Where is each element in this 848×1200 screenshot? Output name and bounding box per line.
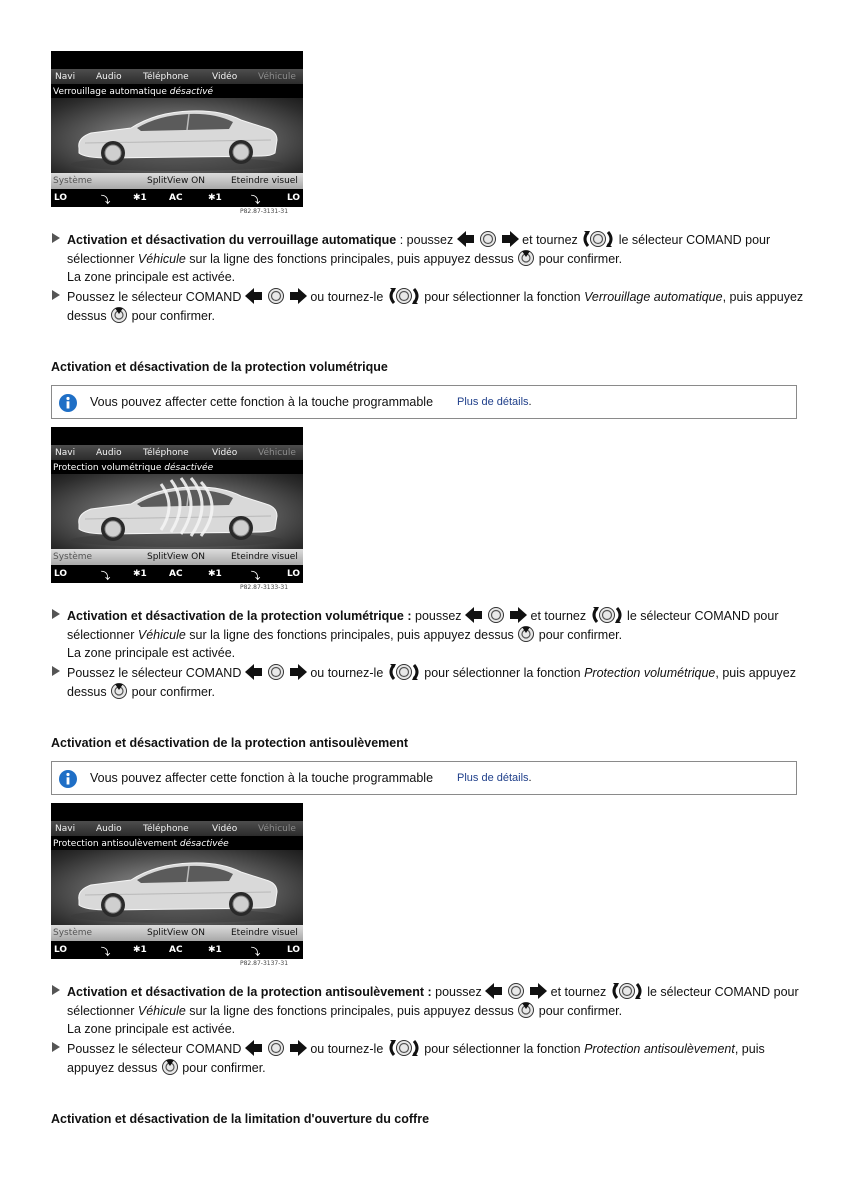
turn-controller-icon [387, 1039, 421, 1057]
section-heading: Activation et désactivation de la protection antisoulèvement [51, 736, 409, 750]
status-label: Protection volumétrique [53, 463, 162, 473]
menu-item-video: Vidéo [212, 823, 238, 834]
vehicle-image [51, 474, 303, 549]
bullet-arrow-icon [52, 233, 60, 243]
menu-item-video: Vidéo [212, 71, 238, 82]
instruction-bullet: Poussez le sélecteur COMAND ou tournez-le pour sélectionner la fonction Verrouillage automatique, puis appuyez dessus pour confirmer. [52, 287, 812, 325]
status-value: désactivée [179, 839, 229, 849]
image-reference: P82.87-3137-31 [240, 960, 289, 967]
info-box: Vous pouvez affecter cette fonction à la touche programmable Plus de détails. [51, 385, 797, 419]
climate-lo-right: LO [287, 569, 301, 579]
bottom-eteindre: Eteindre visuel [231, 176, 298, 186]
menu-item-telephone: Téléphone [143, 71, 189, 82]
car-illustration [51, 98, 303, 173]
climate-lo-left: LO [54, 945, 68, 955]
bottom-splitview: SplitView ON [147, 552, 205, 562]
push-controller-icon [485, 982, 547, 1000]
turn-controller-icon [387, 287, 421, 305]
menu-item-navi: Navi [55, 447, 76, 458]
seat-vent-icon: ⤵ [251, 948, 261, 958]
climate-lo-right: LO [287, 945, 301, 955]
status-value: désactivé [169, 87, 214, 97]
instruction-bold: Activation et désactivation de la protection volumétrique : [67, 609, 412, 623]
climate-ac: AC [169, 569, 183, 579]
info-box: Vous pouvez affecter cette fonction à la touche programmable Plus de détails. [51, 761, 797, 795]
seat-vent-icon: ⤵ [251, 196, 261, 206]
climate-fan-right: ✱1 [208, 193, 222, 203]
info-text: Vous pouvez affecter cette fonction à la touche programmable [90, 771, 434, 785]
car-illustration [51, 474, 303, 549]
comand-screen-anti-tow [51, 803, 303, 959]
climate-fan-left: ✱1 [133, 193, 147, 203]
turn-controller-icon [590, 606, 624, 624]
bottom-splitview: SplitView ON [147, 928, 205, 938]
instruction-bullet: Activation et désactivation de la protection antisoulèvement : poussez et tournez le sélecteur COMAND pour sélectionner Véhicule sur la ligne des fonctions principales, puis appuyez dessus pour confirmer. La zone principale est activée. [52, 982, 812, 1038]
status-label: Protection antisoulèvement [53, 839, 177, 849]
turn-controller-icon [387, 663, 421, 681]
screen-bottom-bar [51, 925, 303, 941]
bottom-splitview: SplitView ON [147, 176, 205, 186]
climate-fan-right: ✱1 [208, 945, 222, 955]
menu-item-telephone: Téléphone [143, 447, 189, 458]
turn-controller-icon [581, 230, 615, 248]
instruction-bullet: Activation et désactivation de la protection volumétrique : poussez et tournez le sélecteur COMAND pour sélectionner Véhicule sur la ligne des fonctions principales, puis appuyez dessus pour confirmer. La zone principale est activée. [52, 606, 812, 662]
info-text: Vous pouvez affecter cette fonction à la touche programmable [90, 395, 434, 409]
instruction-bold: Activation et désactivation de la protection antisoulèvement : [67, 985, 432, 999]
seat-vent-icon: ⤵ [101, 948, 111, 958]
menu-item-audio: Audio [96, 823, 122, 834]
menu-item-navi: Navi [55, 823, 76, 834]
bullet-arrow-icon [52, 666, 60, 676]
info-icon [58, 769, 78, 789]
menu-item-audio: Audio [96, 71, 122, 82]
push-controller-icon [245, 287, 307, 305]
section-heading: Activation et désactivation de la limitation d'ouverture du coffre [51, 1112, 430, 1126]
vehicle-image [51, 850, 303, 925]
screen-climate-bar [51, 565, 303, 583]
press-controller-icon [517, 625, 535, 643]
info-icon [58, 393, 78, 413]
section-heading: Activation et désactivation de la protection volumétrique [51, 360, 388, 374]
image-reference: P82.87-3133-31 [240, 584, 289, 591]
press-controller-icon [517, 249, 535, 267]
screen-bottom-bar [51, 173, 303, 189]
screen-main-menu [51, 821, 303, 836]
push-controller-icon [457, 230, 519, 248]
climate-ac: AC [169, 945, 183, 955]
push-controller-icon [465, 606, 527, 624]
bottom-systeme: Système [53, 928, 93, 938]
push-controller-icon [245, 663, 307, 681]
menu-item-vehicule: Véhicule [258, 447, 296, 458]
press-controller-icon [110, 682, 128, 700]
menu-item-telephone: Téléphone [143, 823, 189, 834]
screen-status-line [53, 839, 229, 849]
bottom-systeme: Système [53, 552, 93, 562]
status-value: désactivée [164, 463, 214, 473]
climate-fan-left: ✱1 [133, 945, 147, 955]
menu-item-video: Vidéo [212, 447, 238, 458]
comand-screen-volumetric [51, 427, 303, 583]
turn-controller-icon [610, 982, 644, 1000]
press-controller-icon [110, 306, 128, 324]
bullet-arrow-icon [52, 609, 60, 619]
menu-item-vehicule: Véhicule [258, 823, 296, 834]
screen-bottom-bar [51, 549, 303, 565]
image-reference: P82.87-3131-31 [240, 208, 289, 215]
climate-lo-right: LO [287, 193, 301, 203]
instruction-bullet: Poussez le sélecteur COMAND ou tournez-le pour sélectionner la fonction Protection antisoulèvement, puis appuyez dessus pour confirmer. [52, 1039, 812, 1077]
menu-item-audio: Audio [96, 447, 122, 458]
screen-climate-bar [51, 941, 303, 959]
seat-vent-icon: ⤵ [251, 572, 261, 582]
menu-item-navi: Navi [55, 71, 76, 82]
screen-status-line [53, 463, 213, 473]
push-controller-icon [245, 1039, 307, 1057]
bottom-eteindre: Eteindre visuel [231, 928, 298, 938]
seat-vent-icon: ⤵ [101, 196, 111, 206]
vehicle-image [51, 98, 303, 173]
bullet-arrow-icon [52, 290, 60, 300]
instruction-bullet: Activation et désactivation du verrouillage automatique : poussez et tournez le sélecteur COMAND pour sélectionner Véhicule sur la ligne des fonctions principales, puis appuyez dessus pour confirmer. La zone principale est activée. [52, 230, 812, 286]
bottom-systeme: Système [53, 176, 93, 186]
seat-vent-icon: ⤵ [101, 572, 111, 582]
climate-ac: AC [169, 193, 183, 203]
bottom-eteindre: Eteindre visuel [231, 552, 298, 562]
status-label: Verrouillage automatique [53, 87, 167, 97]
screen-status-line [53, 87, 213, 97]
details-link[interactable]: Plus de détails [457, 772, 529, 784]
instruction-bullet: Poussez le sélecteur COMAND ou tournez-le pour sélectionner la fonction Protection volumétrique, puis appuyez dessus pour confirmer. [52, 663, 812, 701]
details-link[interactable]: Plus de détails [457, 396, 529, 408]
bullet-arrow-icon [52, 985, 60, 995]
screen-main-menu [51, 445, 303, 460]
car-illustration [51, 850, 303, 925]
bullet-arrow-icon [52, 1042, 60, 1052]
screen-climate-bar [51, 189, 303, 207]
climate-fan-right: ✱1 [208, 569, 222, 579]
climate-lo-left: LO [54, 569, 68, 579]
press-controller-icon [517, 1001, 535, 1019]
climate-fan-left: ✱1 [133, 569, 147, 579]
screen-main-menu [51, 69, 303, 84]
instruction-bold: Activation et désactivation du verrouillage automatique [67, 233, 397, 247]
menu-item-vehicule: Véhicule [258, 71, 296, 82]
comand-screen-auto-lock [51, 51, 303, 207]
press-controller-icon [161, 1058, 179, 1076]
climate-lo-left: LO [54, 193, 68, 203]
